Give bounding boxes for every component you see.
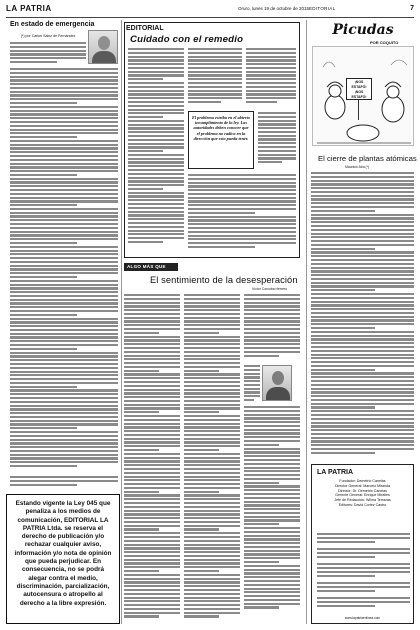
masthead-name: LA PATRIA	[317, 469, 354, 476]
editorial-title: Cuidado con el remedio	[130, 34, 244, 45]
left-article-title: En estado de emergencia	[10, 21, 95, 28]
opinion-body	[244, 365, 260, 403]
right-article-title: El cierre de plantas atómicas	[318, 154, 417, 163]
left-article-footnote	[10, 476, 118, 490]
sign-stick	[358, 100, 359, 120]
masthead-staff-line: Gerente General: Enrique Miralles	[335, 493, 390, 498]
opinion-byline: Víctor Corcoba Herrero	[252, 287, 288, 291]
author-photo	[88, 30, 118, 64]
masthead-staff-line: Director General: Marcelo Miranda	[334, 483, 391, 488]
column-label-bar: ALGO MÁS QUE PALABRAS	[124, 263, 178, 271]
editorial-body	[128, 48, 184, 254]
left-article-body	[10, 68, 118, 472]
section-name: EDITORIAL	[309, 6, 336, 11]
opinion-body	[244, 294, 300, 360]
editorial-body	[258, 112, 296, 170]
cartoon-title: Picudas	[332, 22, 394, 38]
right-article-body	[311, 172, 414, 460]
opinion-body	[124, 294, 180, 624]
legal-notice-text: Estando vigente la Ley 045 que penaliza a los medios de comunicación, EDITORIAL LA PATRIA Ltda. se reserva el derecho de publicación y/o rechazar cualquier aviso, información y/o nota de opinión que pueda perjudicar. En consecuencia, no se podrá alegar contra el medio, discriminación, parcialización, autocensura o atropello al derecho a la libre expresión.	[14, 500, 112, 607]
opinion-body	[244, 406, 300, 624]
editorial-body	[188, 48, 242, 108]
editorial-body	[246, 48, 296, 108]
column-divider	[121, 20, 122, 624]
masthead-staff-line: Editores: David Cortez Castro	[338, 502, 387, 507]
editorial-body	[188, 174, 296, 254]
masthead-staff-line: Jefe de Redacción: Wilma Terrazas	[334, 498, 391, 503]
editorial-tag: EDITORIAL	[126, 25, 164, 32]
masthead-staff	[317, 479, 408, 508]
left-article-body	[10, 42, 86, 66]
cartoon-author: POR COQUITO	[370, 40, 399, 45]
columnist-photo	[262, 365, 292, 401]
left-article-byline: (*) por Carlos Sainz de Fernández	[20, 34, 76, 38]
newspaper-brand: LA PATRIA	[6, 4, 52, 13]
right-article-byline: Mauricio Aira (*)	[345, 165, 370, 169]
opinion-title: El sentimiento de la desesperación	[150, 275, 298, 285]
masthead-staff-line: Fundador: Demetrio Canelas	[339, 479, 386, 483]
masthead-url: www.lapatriaenlinea.com	[344, 616, 381, 620]
page-number: 7	[410, 5, 414, 12]
editorial-pull-quote	[188, 111, 254, 169]
protest-sign	[346, 78, 372, 100]
opinion-body	[184, 294, 240, 624]
masthead-details	[317, 533, 410, 611]
column-divider	[306, 20, 307, 624]
page-header	[6, 4, 414, 18]
protest-sign-text: ¡NOS ESTAFÓ! ¡NOS ESTAFÓ!	[351, 80, 367, 99]
pull-quote-text: El problema estriba en el abierto incumplimiento de la ley. Las autoridades deben conocer que el problema no radica en la dirección que esto pueda tener.	[192, 115, 250, 141]
legal-notice-box	[6, 494, 120, 624]
issue-date: Oruro, lunes 19 de octubre de 2015	[238, 6, 310, 11]
masthead-staff-line: Director: Dr. Demetrio Canelas	[338, 488, 387, 493]
masthead-box	[311, 464, 414, 624]
